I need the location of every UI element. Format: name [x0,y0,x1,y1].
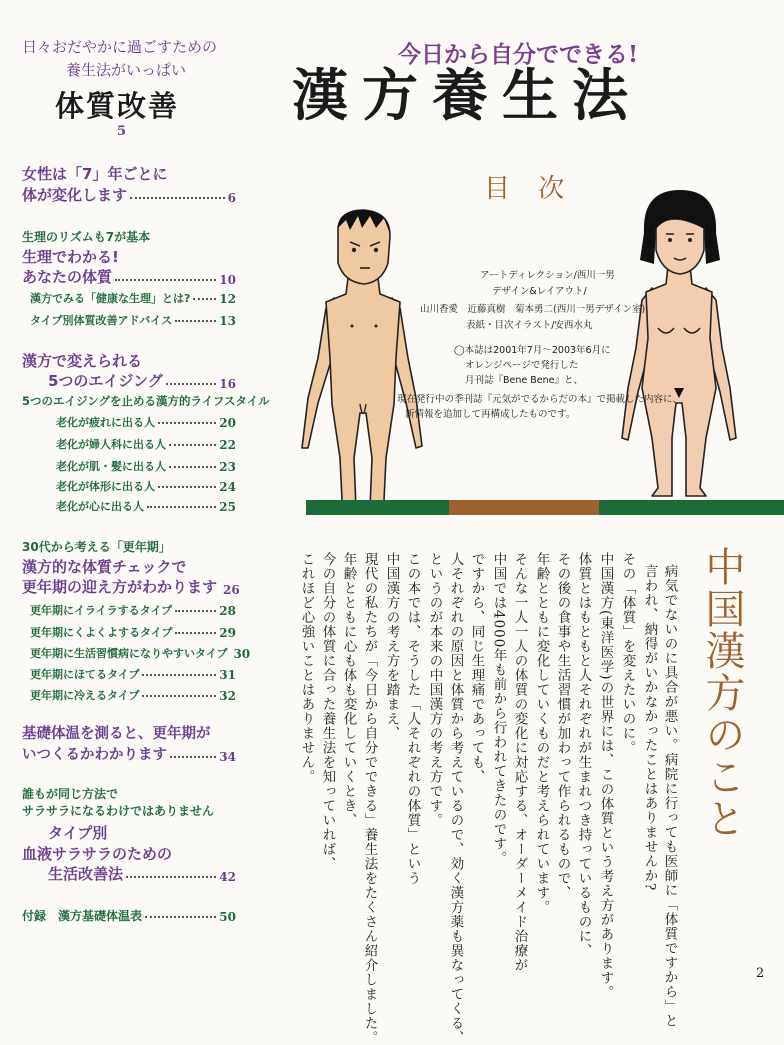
woman-illustration [614,188,744,503]
page-number: 2 [756,966,765,981]
toc-page: 6 [227,191,236,205]
page-subtitle: 今日から自分でできる! [398,41,639,68]
toc-page: 24 [219,480,236,494]
toc-subitem-label: 老化が疲れに出る人 [56,416,155,429]
credit-design-label: デザイン&レイアウト/ [492,286,587,297]
color-bar-green-2 [599,500,784,515]
credit-illustration: 表紙・目次イラスト/安西水丸 [466,320,593,331]
toc-page: 26 [223,583,240,597]
toc-item-label: 生活改善法 [48,865,124,883]
toc-page: 31 [219,668,236,682]
article-column: 年齢とともに心も体も変化していくとき、 [340,552,357,828]
toc-item-heading[interactable]: 漢方的な体質チェックで [22,558,187,576]
toc-subitem-label: タイプ別体質改善アドバイス [30,314,173,327]
toc-subitem[interactable] [30,290,236,306]
toc-item-heading[interactable]: 生理でわかる! [22,248,119,266]
toc-item[interactable] [22,184,236,205]
article-column: これほど心強いことはありません。 [298,552,315,784]
toc-item-pre: 誰もが同じ方法で [22,787,119,801]
toc-heading: 目 次 [484,174,575,204]
toc-item-heading[interactable]: 漢方で変えられる [22,352,143,370]
article-column: 言われ、納得がいかなかったことはありませんか? [641,564,658,892]
toc-subitem-label: 更年期にほてるタイプ [30,668,140,681]
toc-item-heading[interactable]: 基礎体温を測ると、更年期が [22,726,211,742]
article-column: この本では、そうした「人それぞれの体質」という [404,552,421,886]
toc-page: 16 [219,377,236,391]
toc-item[interactable] [48,370,236,391]
toc-item-heading[interactable]: 女性は「7」年ごとに [22,165,168,183]
article-column: その「体質」を変えたいのに。 [619,552,636,755]
toc-subitem[interactable] [30,666,236,682]
toc-subitem-label: 老化が肌・髪に出る人 [56,460,166,473]
toc-item-label: あなたの体質 [22,268,113,286]
toc-subitem[interactable] [56,436,236,452]
toc-item-pre: サラサラになるわけではありません [22,804,215,818]
section-page: 5 [117,124,127,139]
note-line: ◯本誌は2001年7月〜2003年6月に [454,345,611,356]
credits-note-2 [397,392,682,422]
note-line: 新情報を追加して再構成したものです。 [405,409,576,420]
sidebar-tagline-1: 日々おだやかに過ごすための [22,38,218,56]
toc-page: 20 [219,416,236,430]
toc-page: 25 [219,500,236,514]
note-line: 現在発行中の季刊誌『元気がでるからだの本』で掲載した内容に、 [397,394,683,405]
toc-item-pre: 30代から考える「更年期」 [22,540,171,554]
toc-subitem-label: 老化が婦人科に出る人 [56,438,166,451]
article-column: 現代の私たちが「今日から自分でできる」養生法をたくさん紹介しました。 [361,552,378,1045]
toc-page: 22 [219,438,236,452]
note-line: 月刊誌『Bene Bene』と、 [465,375,583,386]
toc-page: 12 [219,292,236,306]
toc-subitem-label: 漢方でみる「健康な生理」とは? [30,292,191,305]
toc-subitem-label: 更年期にくよくよするタイプ [30,626,173,639]
toc-subitem[interactable] [56,498,236,514]
article-column: 体質とはもともと人それぞれが生まれつき持っているものに、 [575,552,592,958]
toc-subitem[interactable] [30,624,236,640]
toc-appendix[interactable] [22,907,236,924]
page-title: 漢方養生法 [292,64,642,129]
toc-subitem[interactable] [30,312,236,328]
toc-subitem[interactable] [56,414,236,430]
toc-subitem-label: 更年期に冷えるタイプ [30,689,140,702]
toc-page: 50 [219,910,236,924]
article-column: 中国漢方(東洋医学)の世界には、この体質という考え方があります。 [597,552,614,1000]
toc-subitem[interactable] [30,645,251,661]
article-column: というのが本来の中国漢方の考え方です。 [426,552,443,828]
toc-subitem-label: 更年期にイライラするタイプ [30,604,173,617]
toc-item-heading[interactable]: タイプ別 [48,824,108,842]
note-line: オレンジページで発行した [465,360,579,371]
credits [470,268,620,300]
toc-subitem[interactable] [56,478,236,494]
color-bar-brown [449,500,599,515]
toc-item-heading[interactable]: 血液サラサラのための [22,845,173,863]
credits-note [454,343,611,388]
toc-subheading: 5つのエイジングを止める漢方的ライフスタイル [22,394,270,408]
toc-page: 29 [219,626,236,640]
credit-designers: 山川香愛 近藤真樹 菊本勇二(西川一男デザイン室) [420,304,646,315]
sidebar-tagline-2: 養生法がいっぱい [66,61,187,79]
toc-subitem-label: 付録 漢方基礎体温表 [22,909,143,923]
article-column: 年齢とともに変化していくものだと考えられています。 [533,552,550,915]
article-column: そんな一人一人の体質の変化に対応する、オーダーメイド治療が [511,552,528,973]
article-column: 病気でないのに具合が悪い。病院に行っても医師に「体質ですから」と [661,564,678,1028]
toc-page: 34 [219,750,236,764]
article-column: 人それぞれの原因と体質から考えているので、効く漢方薬も異なってくる、 [447,552,464,1045]
toc-item-label: いつくるかわかります [22,747,167,763]
toc-subitem[interactable] [30,602,236,618]
toc-page: 10 [219,273,236,287]
toc-item-label: 体が変化します [22,186,128,204]
toc-page: 32 [219,689,236,703]
toc-item-label: 5つのエイジング [48,372,163,390]
man-illustration [298,208,428,513]
article-heading: 中国漢方のこと [699,546,745,840]
toc-item-label: 更年期の迎え方がわかります [22,578,218,596]
article-column: ですから、同じ生理痛であっても、 [468,552,485,784]
toc-page: 28 [219,604,236,618]
toc-page: 23 [219,460,236,474]
toc-subitem-label: 老化が体形に出る人 [56,480,155,493]
toc-item[interactable] [48,863,236,884]
article-column: 中国では4000年も前から行われてきたのです。 [490,552,507,866]
article-column: 今の自分の体質に合った養生法を知っていれば、 [319,552,336,871]
article-column: 中国漢方の考え方を踏まえ、 [383,552,400,741]
toc-subitem[interactable] [30,687,236,703]
credit-art-direction: アートディレクション/西川一男 [480,270,615,281]
toc-page: 13 [219,314,236,328]
toc-item[interactable] [22,266,236,287]
section-title: 体質改善 [55,89,180,123]
article-column: その後の食事や生活習慣が加わって作られるもので、 [554,552,571,900]
toc-item-pre: 生理のリズムも7が基本 [22,230,151,244]
color-bar-green [306,500,449,515]
toc-page: 30 [233,647,251,661]
toc-subitem-label: 更年期に生活習慣病になりやすいタイプ [30,647,228,660]
toc-subitem[interactable] [56,458,236,474]
toc-page: 42 [219,870,236,884]
toc-subitem-label: 老化が心に出る人 [56,500,144,513]
toc-item[interactable] [22,743,236,764]
toc-item[interactable] [22,576,240,597]
